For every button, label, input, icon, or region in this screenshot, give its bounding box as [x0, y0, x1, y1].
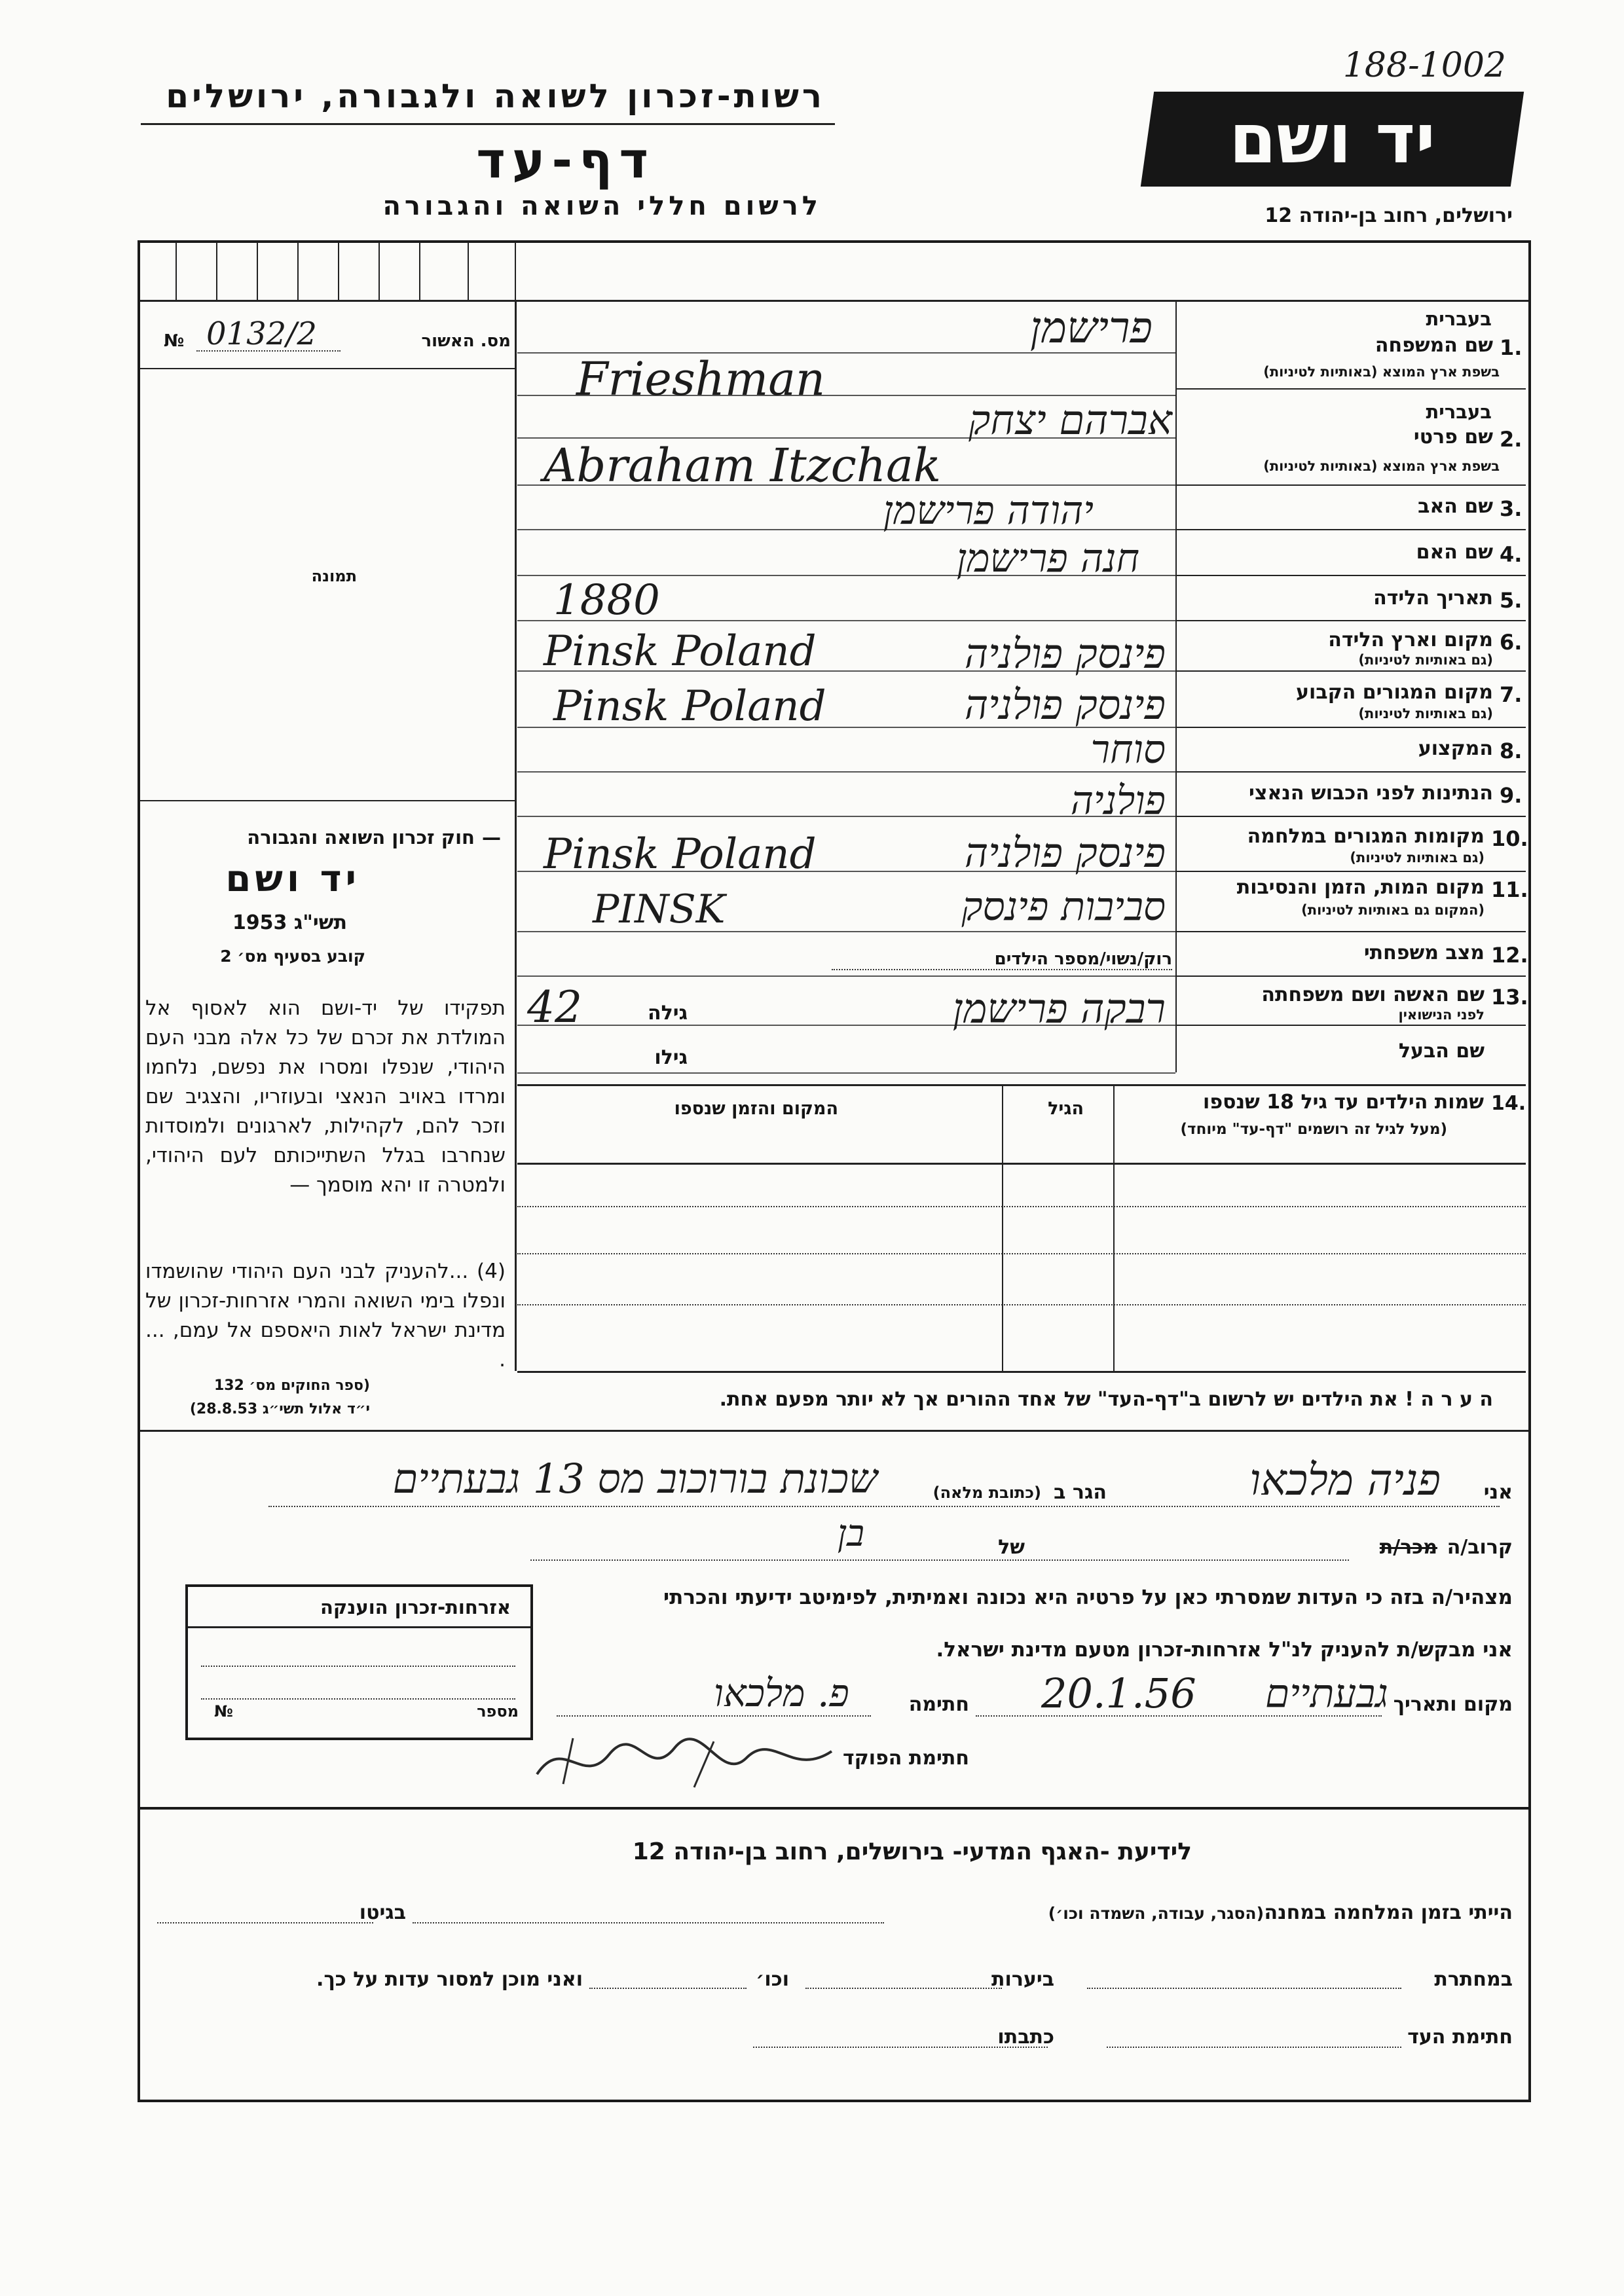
family-status-options: רוק/נשוי/מספר הילדים	[994, 949, 1172, 969]
field-6-note: (גם באותיות לטיניות)	[1358, 652, 1493, 668]
field-7-label: מקום המגורים הקבוע	[1296, 681, 1493, 704]
top-strip-line	[140, 300, 1528, 302]
logo-text: יד ושם	[1229, 99, 1435, 179]
field-13-number: 13.	[1491, 985, 1528, 1010]
note-text: ה ע ר ה ! את הילדים יש לרשום ב"דף-העד" של אחד ההורים אך לא יותר מפעם אחת.	[719, 1388, 1493, 1411]
authority-title: רשות-זכרון לשואה ולגבורה, ירושלים	[166, 77, 825, 115]
death-place-latin-value: PINSK	[593, 886, 726, 932]
authority-underline	[141, 123, 835, 125]
law-date: י״ד אלול תשי״ג 28.8.53)	[189, 1401, 370, 1417]
given-hebrew-value: אברהם יצחק	[969, 396, 1172, 444]
decl-signature-label: חתימה	[908, 1693, 969, 1716]
field-4-label: שם האם	[1416, 541, 1493, 564]
decl-relative-struck: מכר/ת	[1379, 1536, 1437, 1559]
decl-relative-label: קרוב/ה	[1447, 1536, 1513, 1559]
surname-hebrew-value: פרישמן	[1030, 302, 1153, 353]
field-2-number: 2.	[1500, 427, 1522, 452]
field-4-number: 4.	[1500, 542, 1522, 567]
law-text: תפקידו של יד-ושם הוא לאסוף אל המולדת את זכרם של כל אלה מבני העם היהודי, שנפלו ומסרו את נפשם, נלחמו ומרדו באויב הנאצי ובעוזריו, והצגיב שם וזכר להם, לקהילות, לארגונים ולמוסדות שנחרבו בגלל השתייכותם לעם היהודי, ולמטרה זו יהא מוסמך —	[145, 996, 506, 1197]
birthplace-hebrew-value: פינסק פולניה	[964, 630, 1166, 678]
death-place-hebrew-value: סביבות פינסק	[961, 884, 1166, 930]
footer-camp-note: (הסגר, עבודה, השמדה וכו׳)	[1048, 1904, 1264, 1923]
footer-divider	[140, 1807, 1528, 1810]
ref-label: מס. האשור	[421, 331, 511, 351]
footer-address-label: כתבתו	[997, 2026, 1054, 2049]
field-9-label: הנתינות לפני הכבוש הנאצי	[1249, 782, 1493, 805]
ref-symbol: №	[164, 331, 185, 351]
field-7-note: (גם באותיות לטיניות)	[1358, 706, 1493, 721]
footer-testify-text: ואני מוכן למסור עדות על כך.	[316, 1968, 583, 1991]
decl-place-date-label: מקום ותאריך	[1393, 1693, 1513, 1716]
children-table-top	[517, 1084, 1526, 1086]
field-8-number: 8.	[1500, 738, 1522, 763]
field-11-number: 11.	[1491, 877, 1528, 902]
wife-age-label: גילה	[648, 1002, 688, 1025]
relation-value: בן	[837, 1512, 864, 1555]
law-dash: —	[482, 826, 501, 848]
witness-address-value: שכונת בורוכוב מס 13 גבעתיים	[392, 1455, 877, 1503]
husband-age-label: גילו	[654, 1046, 688, 1069]
yad-vashem-logo	[1141, 92, 1524, 187]
field-10-label: מקומות המגורים במלחמה	[1247, 825, 1485, 848]
decl-date-value: 20.1.56	[1041, 1669, 1196, 1717]
citizenship-stamp-box	[185, 1584, 533, 1740]
field-10-note: (גם באותיות לטיניות)	[1350, 850, 1485, 866]
children-col-age: הגיל	[1048, 1099, 1084, 1119]
form-title: דף-עד	[476, 131, 655, 189]
law-name: יד ושם	[225, 858, 360, 900]
footer-ghetto-label: בגיטו	[359, 1901, 406, 1924]
field-1-origin-note: בשפת ארץ המוצא (באותיות לטיניות)	[1263, 364, 1500, 380]
field-14-number: 14.	[1491, 1092, 1526, 1115]
officer-signature	[524, 1722, 851, 1794]
form-subtitle: לרשום חללי השואה והגבורה	[382, 191, 822, 221]
field-2-origin-note: בשפת ארץ המוצא (באותיות לטיניות)	[1263, 458, 1500, 474]
field-11-note: (המקום גם באותיות לטיניות)	[1301, 902, 1485, 918]
given-latin-value: Abraham Itzchak	[544, 439, 942, 492]
children-col-place: המקום והזמן שנספו	[674, 1099, 838, 1119]
mother-name-value: חנה פרישמן	[956, 536, 1139, 581]
law-source: (ספר החוקים מס׳ 132	[213, 1377, 370, 1394]
footer-forests-label: ביערות	[991, 1968, 1054, 1991]
law-title: חוק זכרון השואה והגבורה	[247, 826, 475, 848]
footer-camp-label: הייתי בזמן המלחמה במחנה	[1264, 1901, 1513, 1924]
photo-label: תמונה	[311, 567, 357, 585]
birthplace-latin-value: Pinsk Poland	[544, 627, 817, 676]
field-1-number: 1.	[1500, 335, 1522, 360]
field-8-label: המקצוע	[1418, 737, 1493, 760]
given-hebrew-col: בעברית	[1426, 401, 1492, 423]
left-column-divider	[515, 300, 517, 1371]
citizenship-value: פולניה	[1070, 778, 1166, 824]
address-line: ירושלים, רחוב בן-יהודה 12	[1264, 204, 1513, 227]
field-5-label: תאריך הלידה	[1373, 587, 1493, 610]
field-7-number: 7.	[1500, 682, 1522, 707]
decl-signature-value: פ. מלכאו	[714, 1671, 849, 1715]
field-10-number: 10.	[1491, 826, 1528, 851]
wartime-hebrew-value: פינסק פולניה	[964, 829, 1166, 877]
field-11-label: מקום המות, הזמן והנסיבות	[1236, 876, 1485, 899]
decl-of-label: של	[998, 1536, 1025, 1559]
label-column-divider	[1175, 300, 1177, 1072]
decl-place-value: גבעתיים	[1264, 1671, 1388, 1717]
witness-name-value: פניה מלכאו	[1249, 1455, 1441, 1505]
field-6-label: מקום וארץ הלידה	[1328, 629, 1493, 651]
decl-officer-label: חתימת הפוקד	[843, 1747, 969, 1770]
footer-heading: לידיעת -האגף המדעי- בירושלים, רחוב בן-יהודה 12	[632, 1838, 1192, 1865]
footer-underground-label: במחתרת	[1434, 1968, 1513, 1991]
field-3-label: שם האב	[1418, 495, 1493, 518]
photo-box-bottom	[140, 800, 515, 801]
field-6-number: 6.	[1500, 630, 1522, 655]
law-year: תשי"ג 1953	[232, 911, 347, 934]
wife-age-value: 42	[527, 982, 582, 1032]
birth-year-value: 1880	[553, 576, 660, 625]
surname-latin-value: Frieshman	[576, 352, 826, 406]
decl-address-note: (כתובת מלאה)	[932, 1484, 1041, 1502]
stamp-number-label: מספר	[477, 1702, 519, 1721]
field-12-number: 12.	[1491, 943, 1528, 968]
decl-lives-label: הגר ב	[1054, 1481, 1107, 1504]
surname-hebrew-col: בעברית	[1426, 308, 1492, 330]
wife-name-value: רבקה פרישמן	[952, 985, 1166, 1032]
decl-i-label: אני	[1483, 1481, 1513, 1504]
children-label: שמות הילדים עד גיל 18 שנספו	[1203, 1091, 1484, 1114]
field-12-label: מצב משפחתי	[1363, 941, 1485, 964]
law-clause: קובע בסעיף מס׳ 2	[220, 947, 365, 966]
footer-witness-signature-label: חתימת העד	[1407, 2026, 1513, 2049]
profession-value: סוחר	[1090, 727, 1166, 773]
field-2-label: שם פרטי	[1413, 426, 1493, 448]
field-13-label: שם האשה ושם משפחתה	[1261, 983, 1485, 1006]
ref-number: 0132/2	[206, 316, 317, 352]
field-13-note: לפני הנישואין	[1398, 1007, 1485, 1023]
corner-number: 188-1002	[1342, 46, 1506, 85]
father-name-value: יהודה פרישמן	[883, 488, 1094, 534]
residence-hebrew-value: פינסק פולניה	[964, 681, 1166, 729]
field-3-number: 3.	[1500, 496, 1522, 521]
decl-line-2: אני מבקש/ת להעניק לנ"ל אזרחות-זכרון מטעם מדינת ישראל.	[936, 1638, 1513, 1662]
stamp-number-symbol: №	[214, 1702, 233, 1721]
field-9-number: 9.	[1500, 783, 1522, 808]
residence-latin-value: Pinsk Poland	[553, 682, 826, 731]
field-1-label: שם המשפחה	[1375, 334, 1493, 357]
decl-line-1: מצהיר/ה בזה כי העדות שמסרתי כאן על פרטיה היא נכונה ואמיתית, לפימיטב ידיעתי והכרתי	[663, 1586, 1513, 1609]
children-note: (מעל לגיל זה רושמים "דף-עד" מיוחד)	[1180, 1121, 1447, 1138]
law-text-2: (4) ...להעניק לבני העם היהודי שהושמדו ונפלו בימי השואה והמרי אזרחות-זכרון של מדינת ישראל לאות היאספם אל עמם, ... .	[145, 1260, 506, 1372]
footer-etc-label: וכו׳	[756, 1968, 789, 1991]
stamp-box-title: אזרחות-זכרון הוענקה	[320, 1596, 511, 1618]
wartime-latin-value: Pinsk Poland	[544, 830, 817, 879]
husband-label: שם הבעל	[1398, 1040, 1485, 1063]
field-5-number: 5.	[1500, 588, 1522, 613]
